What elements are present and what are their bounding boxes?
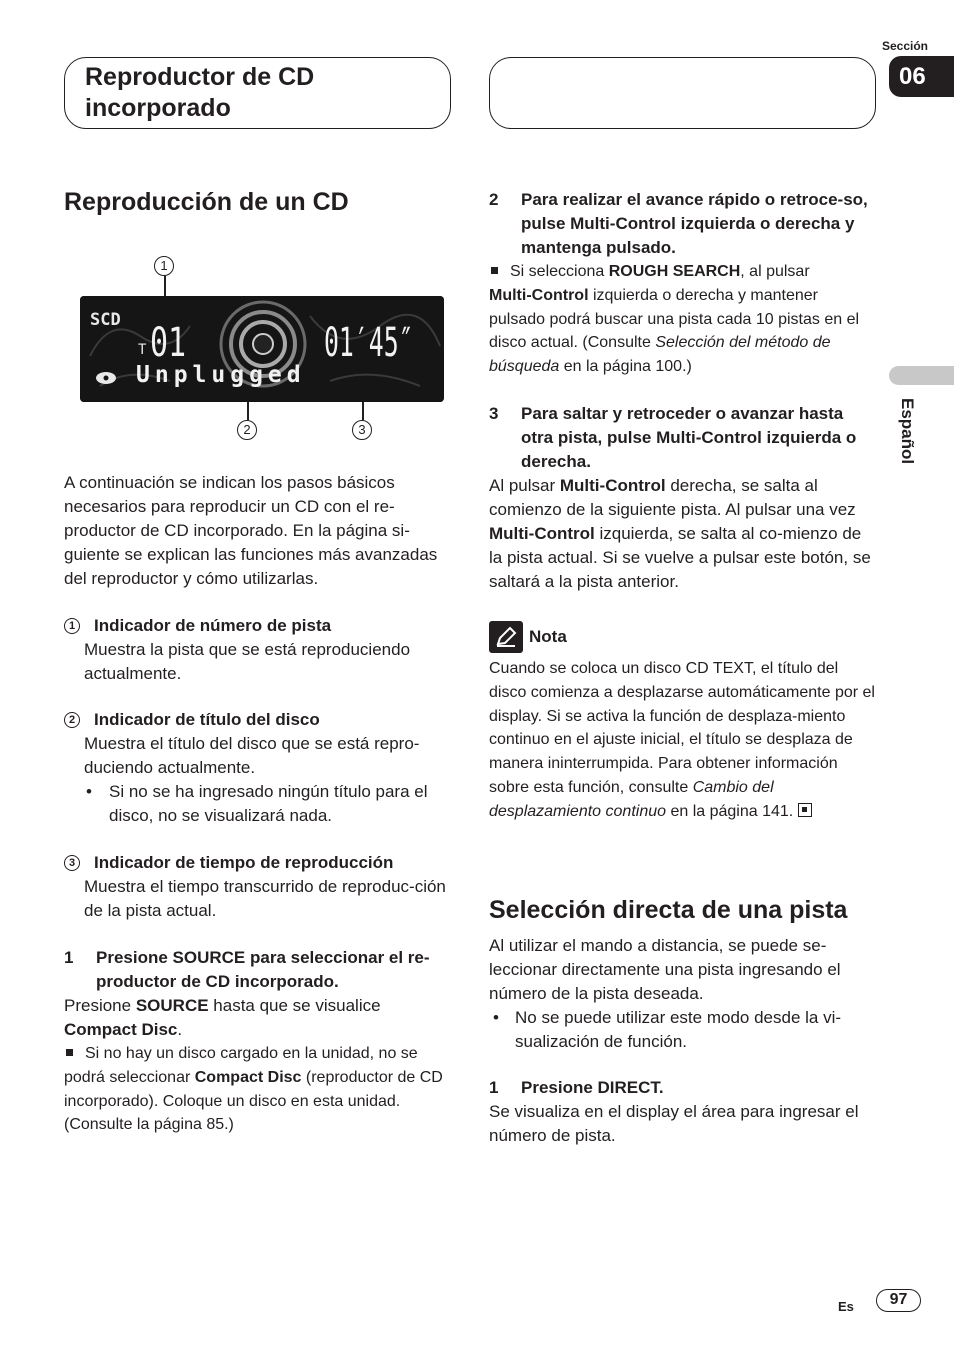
section-number: 06 [889,56,954,97]
step-2-fast-forward [489,188,877,379]
section-label: Sección [881,39,928,53]
item-desc: Muestra el título del disco que se está repro-duciendo actualmente. [84,734,420,777]
footer-language: Es [838,1299,854,1314]
section-heading-direct-select: Selección directa de una pista [489,896,848,924]
nota-block [489,621,877,824]
step-text: Se visualiza en el display el área para ingresar el número de pista. [489,1102,859,1145]
intro2-bullet: • No se puede utilizar este modo desde la vi-sualización de función. [489,1006,877,1054]
callout-3: 3 [352,420,372,440]
callout-1-marker: 1 [64,618,80,634]
item-desc: Muestra el tiempo transcurrido de reproduc-ción de la pista actual. [84,877,446,920]
step-direct [489,1076,877,1148]
cd-display-illustration [80,254,445,444]
lcd-track-prefix: T [138,342,147,358]
step-number: 2 [489,190,499,209]
empty-header-box [489,57,876,129]
step-title: Para saltar y retroceder o avanzar hasta otra pista, pulse Multi-Control izquierda o derecha. [521,404,857,471]
section-heading-cd-playback: Reproducción de un CD [64,188,349,216]
chapter-title-box [64,57,451,129]
step-number: 1 [64,948,74,967]
disc-play-icon [96,372,116,384]
end-mark-icon [798,803,812,817]
item-desc: Muestra la pista que se está reproduciendo actualmente. [84,640,411,683]
language-tab [889,366,954,385]
lcd-track-number: 01 [150,320,187,366]
callout-2-marker: 2 [64,712,80,728]
callout-3-marker: 3 [64,855,80,871]
step-title: Presione SOURCE para seleccionar el re-productor de CD incorporado. [96,948,430,991]
lcd-time: 01′45″ [324,320,414,366]
step-note: Si selecciona ROUGH SEARCH, al pulsar Multi-Control izquierda o derecha y mantener pulsado podrá buscar una pista cada 10 pistas en el disco actual. (Consulte Selección del método de búsqueda en la página 100.) [489,263,860,376]
nota-label: Nota [529,627,567,646]
pencil-note-icon [489,621,523,653]
step-3-skip [489,402,877,594]
lcd-disc-title: Unplugged [136,362,306,388]
page-number: 97 [876,1289,921,1312]
step-note: Si no hay un disco cargado en la unidad, no se podrá seleccionar Compact Disc (reproductor de CD incorporado). Coloque un disco en esta unidad. (Consulte la página 85.) [64,1045,443,1134]
step-number: 1 [489,1078,499,1097]
item-disc-title [64,708,452,828]
callout-2: 2 [237,420,257,440]
item-title: Indicador de número de pista [94,616,332,635]
note-square-icon [491,267,498,274]
step-1-source [64,946,452,1137]
step-number: 3 [489,404,499,423]
chapter-title-line2: incorporado [85,94,231,122]
item-title: Indicador de tiempo de reproducción [94,853,394,872]
callout-1: 1 [154,256,174,276]
lcd-source: SCD [90,310,121,330]
intro-paragraph: A continuación se indican los pasos básicos necesarios para reproducir un CD con el re-productor de CD incorporado. En la página si-guiente se explican las funciones más avanzadas del reproductor y cómo utilizarlas. [64,473,438,588]
step-title: Para realizar el avance rápido o retroce-so, pulse Multi-Control izquierda o derecha y mantenga pulsado. [521,190,868,257]
intro2-paragraph: Al utilizar el mando a distancia, se puede se-leccionar directamente una pista ingresando el número de la pista deseada. [489,936,841,1003]
step-text: Al pulsar Multi-Control derecha, se salta al comienzo de la siguiente pista. Al pulsar una vez Multi-Control izquierda, se salta al co-mienzo de la pista actual. Si se vuelve a pulsar este botón, se saltará a la pista anterior. [489,476,871,591]
item-title: Indicador de título del disco [94,710,320,729]
note-square-icon [66,1049,73,1056]
lcd-screen [80,296,444,402]
language-label: Español [898,398,917,465]
item-bullet: • Si no se ha ingresado ningún título para el disco, no se visualizará nada. [64,780,452,828]
item-track-number [64,614,452,686]
chapter-title-line1: Reproductor de CD [85,63,315,91]
nota-text: Cuando se coloca un disco CD TEXT, el título del disco comienza a desplazarse automáticamente por el display. Si se activa la función de desplaza-miento continuo en el ajuste inicial, el título se desplaza de manera ininterrumpida. Para obtener información sobre esta función, consulte Cambio del desplazamiento continuo en la página 141. [489,660,875,820]
step-text: Presione SOURCE hasta que se visualice Compact Disc. [64,996,381,1039]
step-title: Presione DIRECT. [521,1078,664,1097]
item-playback-time [64,851,452,923]
